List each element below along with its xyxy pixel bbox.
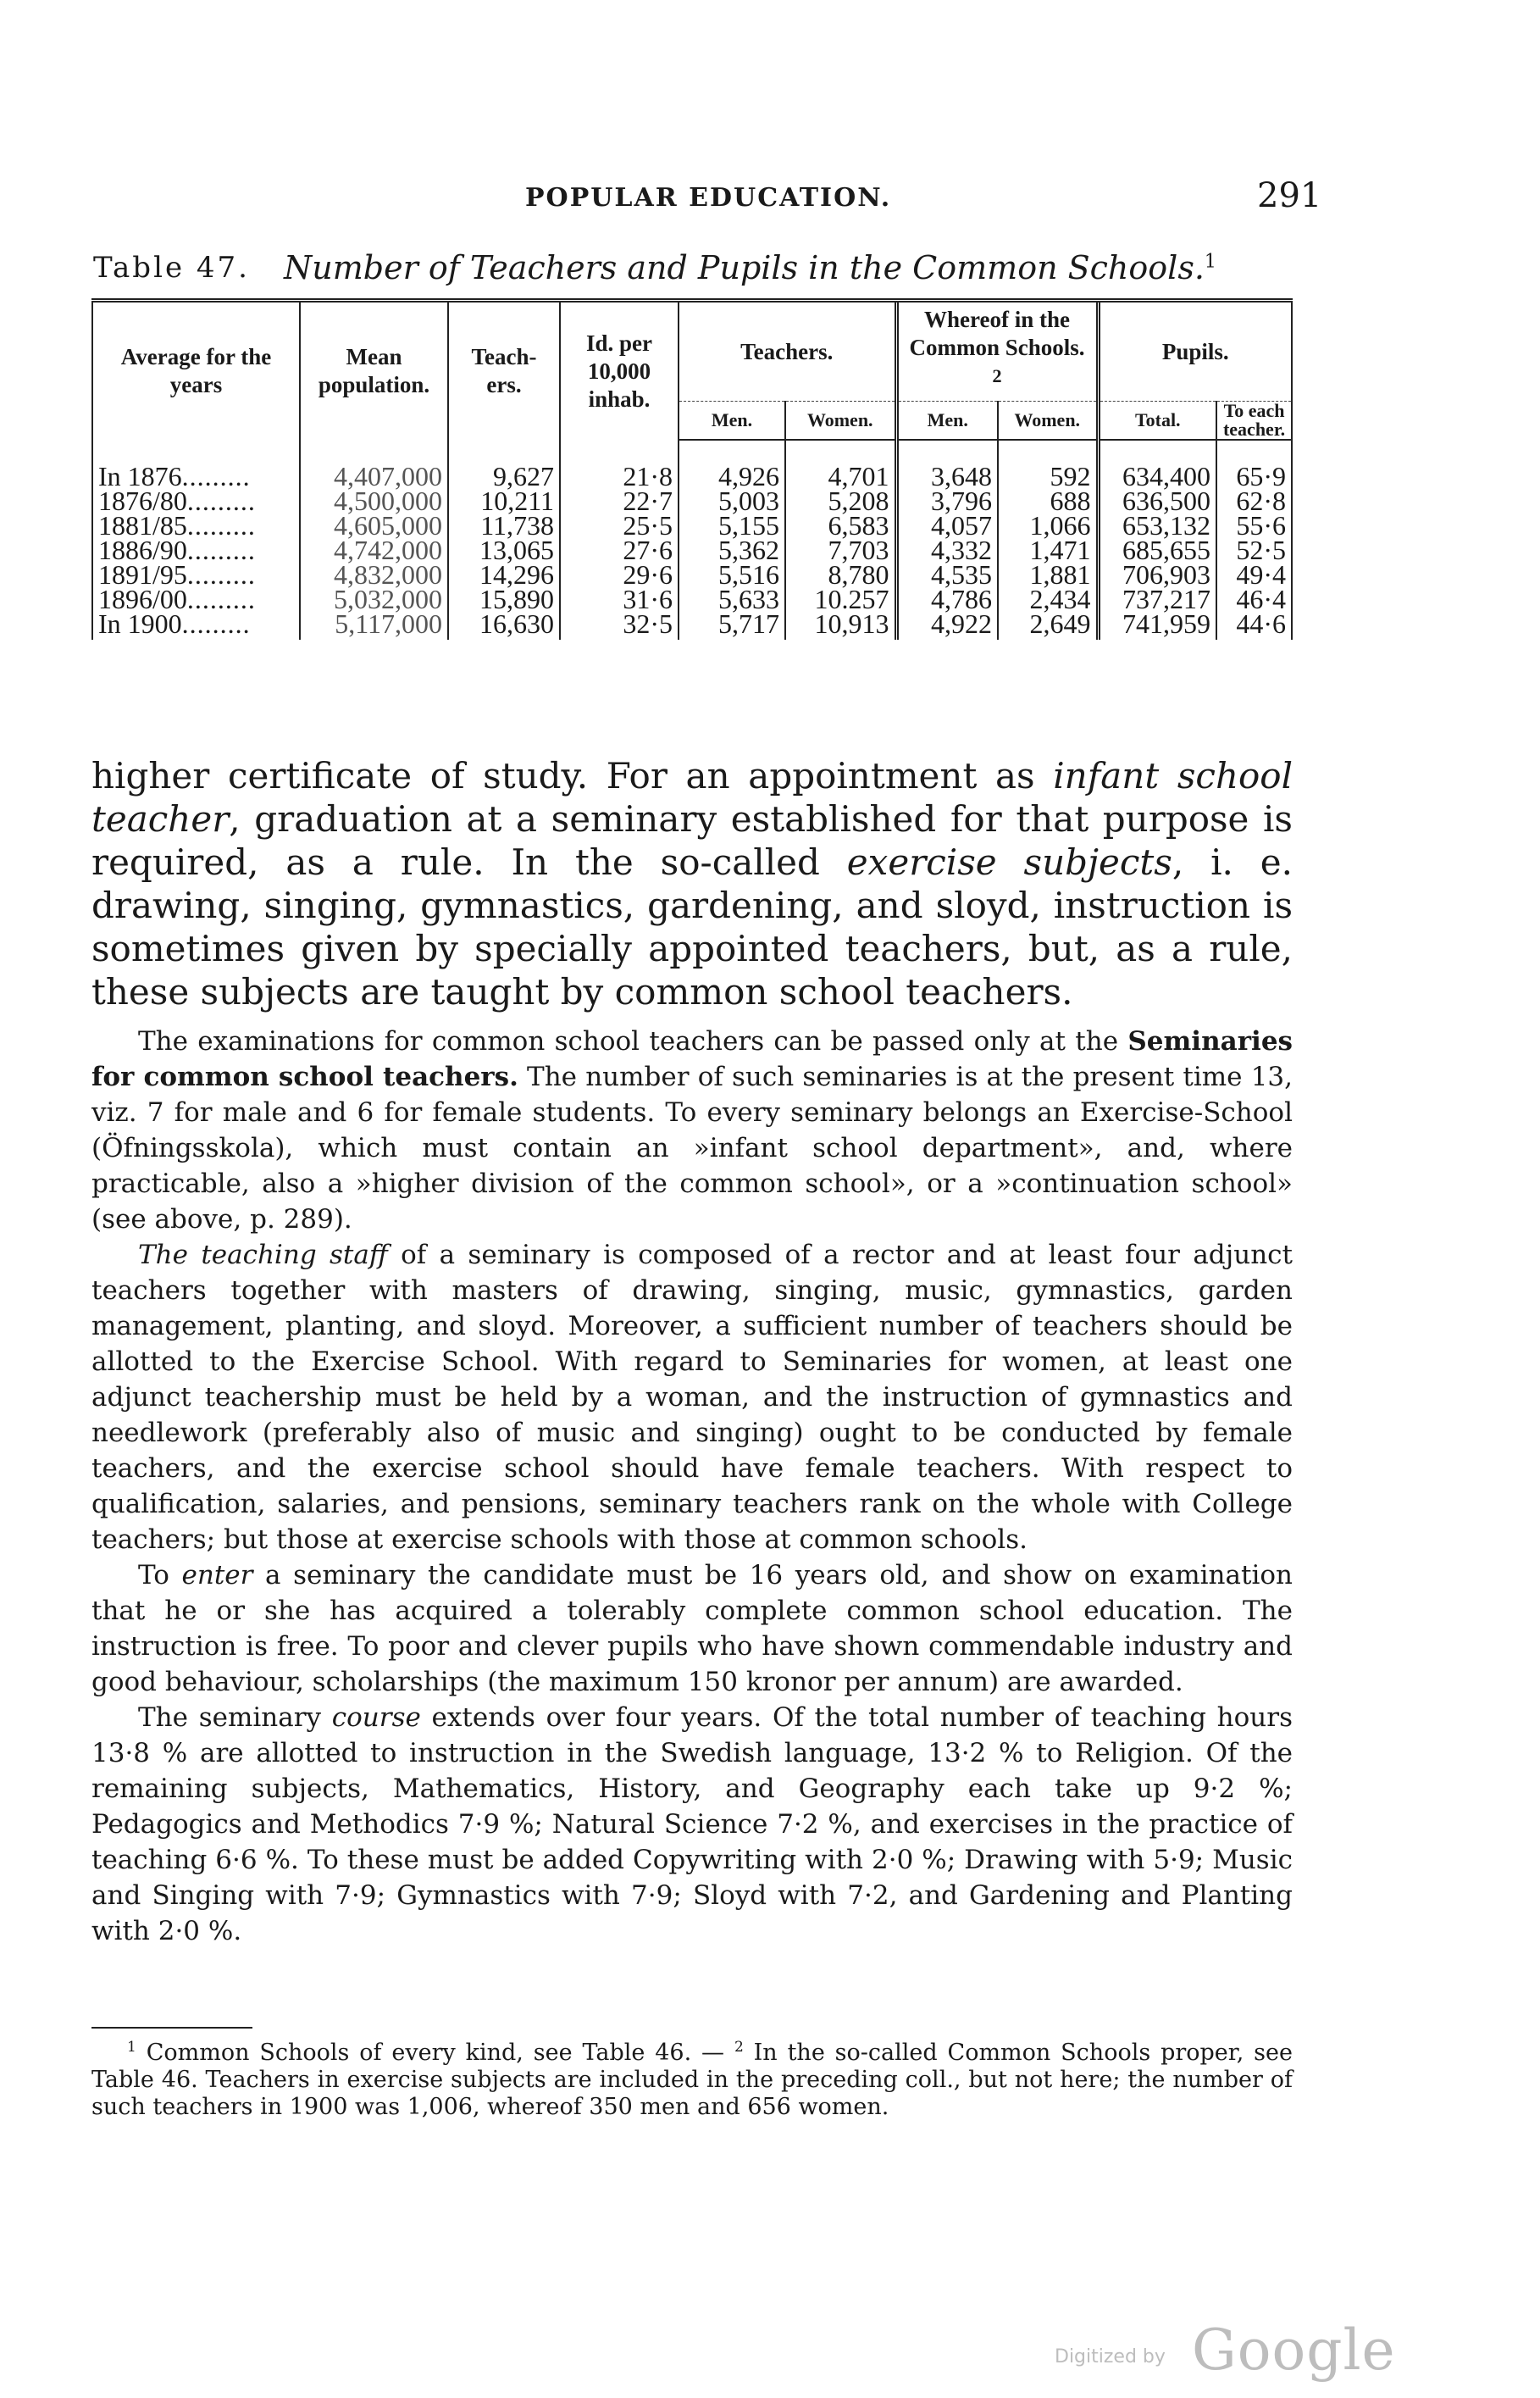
table-label: Table 47. <box>93 251 250 285</box>
table-row <box>92 489 1292 513</box>
cell-per-10000: 22·7 <box>560 489 679 513</box>
italic-term: course <box>331 1702 421 1733</box>
footnote-marker: 2 <box>734 2039 744 2056</box>
cell-common-women: 1,881 <box>998 563 1098 587</box>
cell-women: 6,583 <box>785 513 896 538</box>
dot-leader: ......... <box>186 486 256 516</box>
cell-teachers: 10,211 <box>448 489 560 513</box>
table-row <box>92 612 1292 640</box>
cell-pupils-total: 685,655 <box>1098 538 1216 563</box>
paragraph-teaching-staff <box>91 1237 1293 1557</box>
cell-women: 10.257 <box>785 587 896 612</box>
cell-common-women: 592 <box>998 464 1098 489</box>
cell-common-men: 4,332 <box>896 538 998 563</box>
text-run: higher certificate of study. For an appointment as <box>91 755 1054 797</box>
cell-common-women: 688 <box>998 489 1098 513</box>
table-spacer <box>92 440 1292 464</box>
cell-pupils-total: 653,132 <box>1098 513 1216 538</box>
table-title <box>284 249 1216 286</box>
cell-pupils-each: 49·4 <box>1216 563 1292 587</box>
cell-common-women: 1,471 <box>998 538 1098 563</box>
cell-teachers: 9,627 <box>448 464 560 489</box>
dot-leader: ......... <box>181 461 251 491</box>
cell-women: 7,703 <box>785 538 896 563</box>
cell-population: 4,500,000 <box>300 489 448 513</box>
cell-common-men: 4,786 <box>896 587 998 612</box>
dot-leader: ......... <box>186 535 256 565</box>
cell-per-10000: 21·8 <box>560 464 679 489</box>
cell-teachers: 16,630 <box>448 612 560 640</box>
cell-pupils-each: 52·5 <box>1216 538 1292 563</box>
paragraph-certificate <box>91 754 1293 1013</box>
text-run: The number of such seminaries is at the present time 13, viz. 7 for male and 6 for female students. To every seminary belongs an Exercise-School (Öfningsskola), which must contain an »infant school department», and, where practicable, also a »higher division of the common school», or a »continuation school» (see above, p. 289). <box>91 1062 1293 1235</box>
italic-term: The teaching staff <box>138 1240 388 1270</box>
year-text: 1896/00 <box>98 584 187 614</box>
dot-leader: ......... <box>186 559 256 590</box>
col-header-year: Average for the years <box>92 301 300 441</box>
year-text: 1886/90 <box>98 535 187 565</box>
table-title-note: 1 <box>1204 251 1216 273</box>
cell-pupils-each: 55·6 <box>1216 513 1292 538</box>
cell-men: 5,633 <box>679 587 785 612</box>
cell-women: 8,780 <box>785 563 896 587</box>
seminary-section <box>91 1024 1293 1949</box>
italic-term: infant school teacher <box>91 755 1293 840</box>
col-header-population: Mean population. <box>300 301 448 441</box>
subheader-women: Women. <box>785 402 896 441</box>
cell-common-men: 4,057 <box>896 513 998 538</box>
col-header-teachers: Teach-ers. <box>448 301 560 441</box>
cell-pupils-each: 46·4 <box>1216 587 1292 612</box>
group-header-teachers: Teachers. <box>679 301 896 402</box>
cell-pupils-total: 737,217 <box>1098 587 1216 612</box>
italic-term: exercise subjects <box>846 841 1172 883</box>
cell-teachers: 14,296 <box>448 563 560 587</box>
digitized-stamp <box>1055 2318 1410 2385</box>
year-text: 1891/95 <box>98 559 187 590</box>
cell-common-women: 2,434 <box>998 587 1098 612</box>
text-run: , graduation at a seminary established for that purpose is required, as a rule. In the so-called <box>91 798 1293 883</box>
cell-pupils-total: 741,959 <box>1098 612 1216 640</box>
text-run: Common Schools of every kind, see Table 46. — <box>136 2040 734 2066</box>
table-caption <box>93 246 1296 288</box>
cell-population: 4,605,000 <box>300 513 448 538</box>
col-header-per-10000: Id. per 10,000 inhab. <box>560 301 679 441</box>
cell-pupils-each: 65·9 <box>1216 464 1292 489</box>
subheader-each-teacher: To each teacher. <box>1216 402 1292 441</box>
cell-women: 10,913 <box>785 612 896 640</box>
group-header-note: 2 <box>992 365 1002 386</box>
year-text: In 1876 <box>98 461 182 491</box>
subheader-total: Total. <box>1098 402 1216 441</box>
table-row <box>92 464 1292 489</box>
cell-men: 5,717 <box>679 612 785 640</box>
cell-pupils-total: 706,903 <box>1098 563 1216 587</box>
cell-population: 5,117,000 <box>300 612 448 640</box>
cell-common-women: 1,066 <box>998 513 1098 538</box>
cell-men: 5,516 <box>679 563 785 587</box>
paragraph-examinations <box>91 1024 1293 1237</box>
cell-common-men: 3,796 <box>896 489 998 513</box>
cell-pupils-each: 44·6 <box>1216 612 1292 640</box>
table-row <box>92 513 1292 538</box>
footnote-divider <box>91 2027 252 2029</box>
subheader-common-men: Men. <box>896 402 998 441</box>
cell-per-10000: 32·5 <box>560 612 679 640</box>
cell-men: 5,155 <box>679 513 785 538</box>
cell-per-10000: 29·6 <box>560 563 679 587</box>
cell-teachers: 15,890 <box>448 587 560 612</box>
cell-population: 4,832,000 <box>300 563 448 587</box>
cell-per-10000: 31·6 <box>560 587 679 612</box>
cell-men: 5,003 <box>679 489 785 513</box>
bold-term: Seminaries for common school teachers. <box>91 1026 1293 1092</box>
page-number: 291 <box>1257 176 1322 215</box>
dot-leader: ......... <box>181 608 251 639</box>
cell-common-men: 4,535 <box>896 563 998 587</box>
google-logo: Google <box>1192 2318 1396 2383</box>
paragraph-text <box>91 754 1293 1013</box>
text-run: The seminary <box>138 1702 332 1733</box>
subheader-common-women: Women. <box>998 402 1098 441</box>
text-run: extends over four years. Of the total number of teaching hours 13·8 % are allotted to instruction in the Swedish language, 13·2 % to Religion. Of the remaining subjects, Mathematics, History, and Geography each take up 9·2 %; Pedagogics and Methodics 7·9 %; Natural Science 7·2 %, and exercises in the practice of teaching 6·6 %. To these must be added Copywriting with 2·0 %; Drawing with 5·9; Music and Singing with 7·9; Gymnastics with 7·9; Sloyd with 7·2, and Gardening and Planting with 2·0 %. <box>91 1702 1293 1946</box>
cell-pupils-each: 62·8 <box>1216 489 1292 513</box>
text-run: a seminary the candidate must be 16 years old, and show on examination that he or she has acquired a tolerably complete common school education. The instruction is free. To poor and clever pupils who have shown commendable industry and good behaviour, scholarships (the maximum 150 kronor per annum) are awarded. <box>91 1560 1293 1697</box>
text-run: , i. e. drawing, singing, gymnastics, gardening, and sloyd, instruction is sometimes given by specially appointed teachers, but, as a rule, these subjects are taught by common school teachers. <box>91 841 1293 1013</box>
footnotes <box>91 2034 1293 2121</box>
cell-women: 5,208 <box>785 489 896 513</box>
table-row <box>92 563 1292 587</box>
cell-per-10000: 27·6 <box>560 538 679 563</box>
cell-women: 4,701 <box>785 464 896 489</box>
cell-common-men: 3,648 <box>896 464 998 489</box>
running-title: POPULAR EDUCATION. <box>525 183 892 213</box>
year-text: 1881/85 <box>98 510 187 541</box>
cell-teachers: 11,738 <box>448 513 560 538</box>
cell-men: 4,926 <box>679 464 785 489</box>
cell-per-10000: 25·5 <box>560 513 679 538</box>
footnote-text <box>91 2034 1293 2121</box>
stats-table <box>91 298 1293 640</box>
text-run: of a seminary is composed of a rector and at least four adjunct teachers together with masters of drawing, singing, music, gymnastics, garden management, planting, and sloyd. Moreover, a sufficient number of teachers should be allotted to the Exercise School. With regard to Seminaries for women, at least one adjunct teachership must be held by a woman, and the instruction of gymnastics and needlework (preferably also of music and singing) ought to be conducted by female teachers, and the exercise school should have female teachers. With respect to qualification, salaries, and pensions, seminary teachers rank on the whole with College teachers; but those at exercise schools with those at common schools. <box>91 1240 1293 1555</box>
footnote-marker: 1 <box>127 2039 136 2056</box>
text-run: The examinations for common school teachers can be passed only at the <box>138 1026 1128 1057</box>
table-row <box>92 538 1292 563</box>
running-header <box>0 176 1540 219</box>
digitized-label: Digitized by <box>1055 2346 1166 2367</box>
group-header-common-schools-text: Whereof in the Common Schools. <box>909 307 1085 360</box>
group-header-pupils: Pupils. <box>1098 301 1292 402</box>
group-header-common-schools <box>896 301 1098 402</box>
cell-men: 5,362 <box>679 538 785 563</box>
cell-common-women: 2,649 <box>998 612 1098 640</box>
cell-population: 4,742,000 <box>300 538 448 563</box>
table-title-text: Number of Teachers and Pupils in the Common Schools. <box>284 249 1205 286</box>
cell-population: 5,032,000 <box>300 587 448 612</box>
teachers-pupils-table <box>91 298 1291 640</box>
cell-population: 4,407,000 <box>300 464 448 489</box>
dot-leader: ......... <box>186 584 256 614</box>
italic-term: enter <box>181 1560 253 1590</box>
cell-teachers: 13,065 <box>448 538 560 563</box>
cell-pupils-total: 636,500 <box>1098 489 1216 513</box>
subheader-men: Men. <box>679 402 785 441</box>
paragraph-enter <box>91 1557 1293 1700</box>
dot-leader: ......... <box>186 510 256 541</box>
cell-year <box>92 608 300 640</box>
year-text: In 1900 <box>98 608 182 639</box>
cell-pupils-total: 634,400 <box>1098 464 1216 489</box>
cell-common-men: 4,922 <box>896 612 998 640</box>
year-text: 1876/80 <box>98 486 187 516</box>
table-row <box>92 587 1292 612</box>
paragraph-course <box>91 1700 1293 1949</box>
text-run: In the so-called Common Schools proper, see Table 46. Teachers in exercise subjects are included in the preceding coll., but not here; the number of such teachers in 1900 was 1,006, whereof 350 men and 656 women. <box>91 2040 1293 2120</box>
text-run: To <box>138 1560 182 1590</box>
